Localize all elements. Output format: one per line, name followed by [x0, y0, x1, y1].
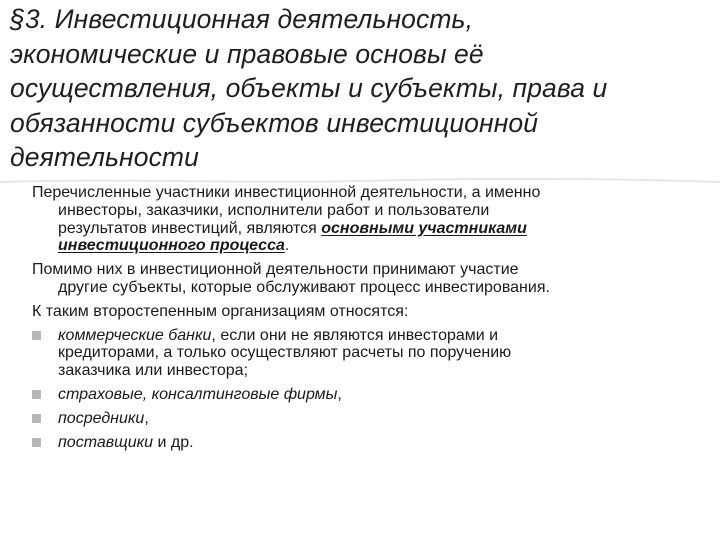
list-item	[32, 410, 692, 428]
paragraph-main-participants	[32, 184, 692, 255]
secondary-orgs-list	[32, 327, 692, 452]
text-line	[58, 327, 692, 345]
list-item	[32, 386, 692, 404]
square-bullet-icon	[32, 390, 41, 399]
list-item-term: страховые, консалтинговые фирмы	[58, 385, 338, 403]
text-line	[58, 386, 692, 404]
emphasized-term: основными участниками	[321, 219, 527, 237]
list-item-term: посредники	[58, 409, 145, 427]
list-item	[32, 327, 692, 380]
square-bullet-icon	[32, 331, 41, 340]
list-item-term: поставщики	[58, 433, 154, 451]
text-line: другие субъекты, которые обслуживают процесс инвестирования.	[58, 278, 550, 296]
square-bullet-icon	[32, 438, 41, 447]
title-line: обязанности субъектов инвестиционной	[10, 107, 539, 138]
paragraph-other-subjects	[32, 261, 692, 297]
text-line: инвесторы, заказчики, исполнители работ и пользователи	[58, 201, 490, 219]
emphasized-term: инвестиционного процесса	[58, 237, 285, 255]
text-run: ,	[337, 385, 342, 403]
square-bullet-icon	[32, 414, 41, 423]
text-line	[32, 237, 692, 255]
title-line: осуществления, объекты и субъекты, права и	[10, 73, 608, 103]
title-line: экономические и правовые основы её	[10, 38, 484, 69]
text-line: К таким второстепенным организациям относятся:	[32, 302, 409, 320]
text-run: ,	[144, 409, 149, 427]
slide-body	[32, 184, 692, 457]
text-line: заказчика или инвестора;	[58, 362, 249, 380]
text-run: результатов инвестиций, являются	[58, 219, 322, 237]
text-line: кредиторами, а только осуществляют расчеты по поручению	[58, 344, 512, 362]
list-item	[32, 434, 692, 452]
title-line: §3. Инвестиционная деятельность,	[10, 4, 474, 34]
list-item-term: коммерческие банки	[58, 326, 212, 344]
text-run: , если они не являются инвесторами и	[211, 326, 499, 344]
text-line: Помимо них в инвестиционной деятельности принимают участие	[32, 261, 519, 279]
text-line	[32, 220, 692, 238]
text-line	[58, 434, 692, 452]
text-line	[58, 410, 692, 428]
text-run: .	[284, 237, 290, 255]
paragraph-secondary-orgs	[32, 303, 692, 321]
title-line: деятельности	[10, 142, 199, 172]
text-line: Перечисленные участники инвестиционной деятельности, а именно	[32, 184, 541, 201]
text-run: и др.	[153, 433, 194, 451]
slide-title	[10, 2, 710, 175]
